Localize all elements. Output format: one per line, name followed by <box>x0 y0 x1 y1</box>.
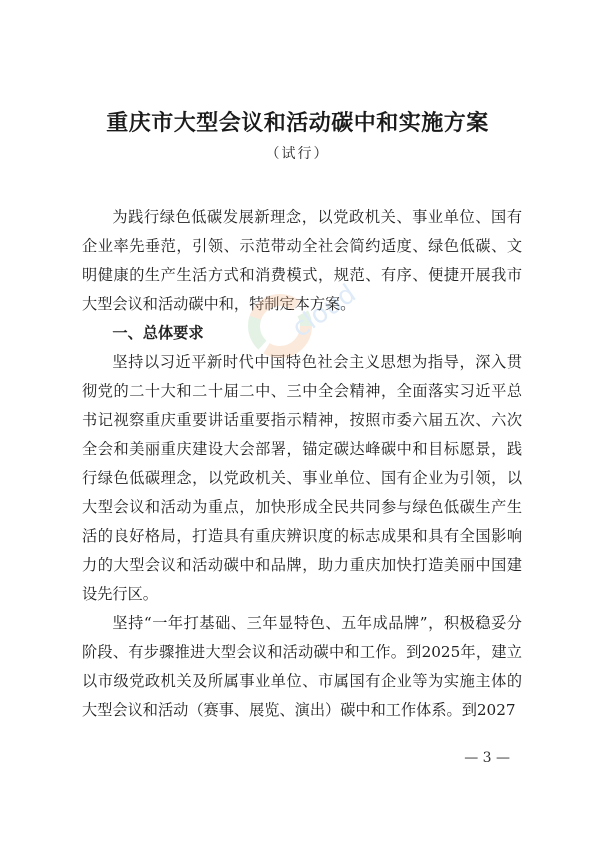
document-subtitle: （试行） <box>265 146 330 162</box>
section-heading: 一、总体要求 <box>112 324 204 342</box>
body-paragraph: 坚持“一年打基础、三年显特色、五年成品牌”，积极稳妥分阶段、有步骤推进大型会议和活动碳中和工作。到2025年，建立以市级党政机关及所属事业单位、市属国有企业等为实施主体的大型会议和活动（赛事、展览、演出）碳中和工作体系。到2027 <box>82 614 522 719</box>
document-body <box>82 203 522 725</box>
body-paragraph: 坚持以习近平新时代中国特色社会主义思想为指导，深入贯彻党的二十大和二十届二中、三中全会精神，全面落实习近平总书记视察重庆重要讲话重要指示精神，按照市委六届五次、六次全会和美丽重庆建设大会部署，锚定碳达峰碳中和目标愿景，践行绿色低碳理念，以党政机关、事业单位、国有企业为引领，以大型会议和活动为重点，加快形成全民共同参与绿色低碳生产生活的良好格局，打造具有重庆辨识度的标志成果和具有全国影响力的大型会议和活动碳中和品牌，助力重庆加快打造美丽中国建设先行区。 <box>82 353 522 603</box>
page-number: — 3 — <box>464 750 510 766</box>
document-title: 重庆市大型会议和活动碳中和实施方案 <box>106 110 489 136</box>
intro-paragraph: 为践行绿色低碳发展新理念，以党政机关、事业单位、国有企业率先垂范，引领、示范带动全社会简约适度、绿色低碳、文明健康的生产生活方式和消费模式，规范、有序、便捷开展我市大型会议和活动碳中和，特制定本方案。 <box>82 208 522 313</box>
watermark-text: cloud <box>286 278 362 344</box>
